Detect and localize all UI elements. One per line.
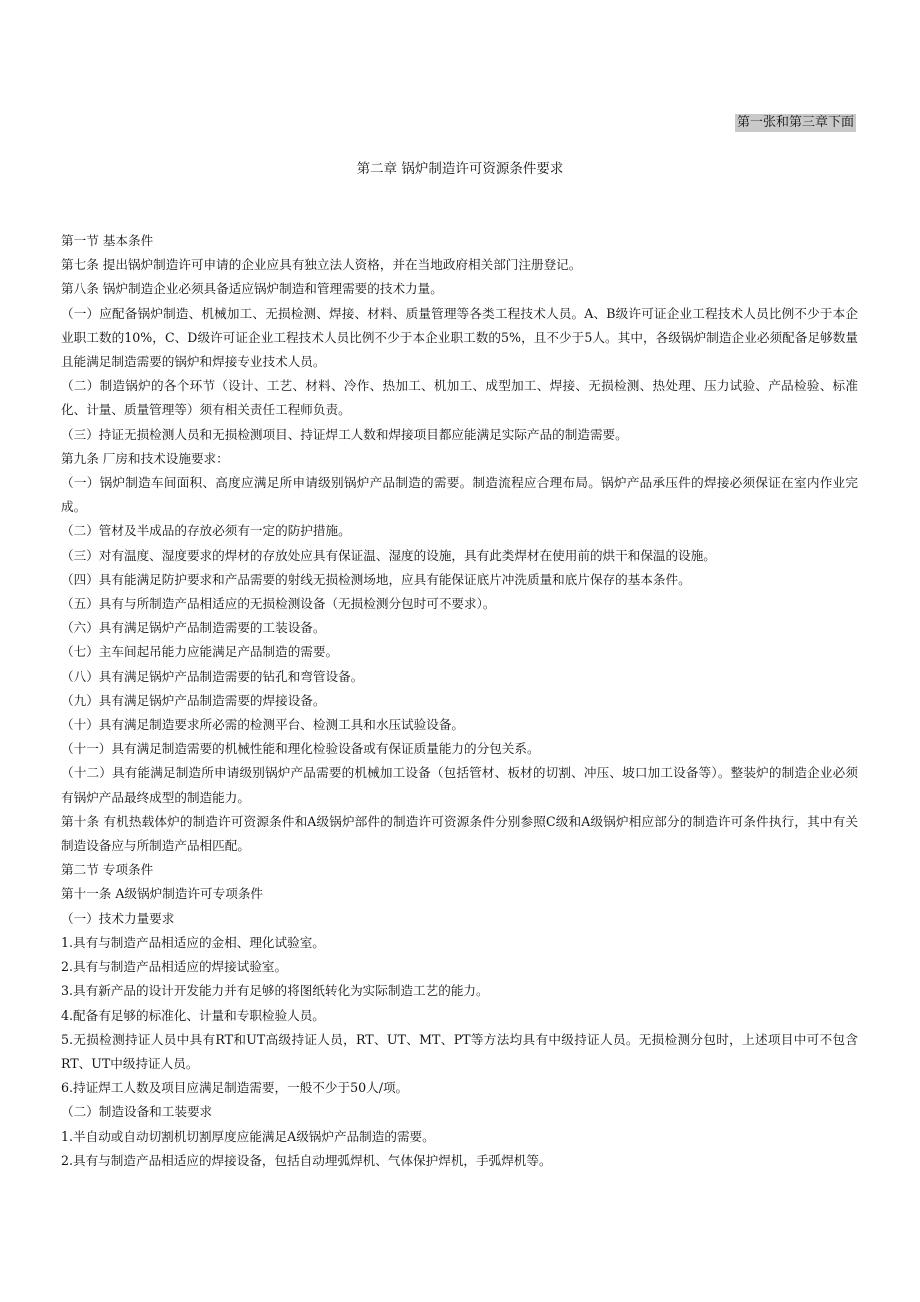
- paragraph: （八）具有满足锅炉产品制造需要的钻孔和弯管设备。: [61, 668, 364, 684]
- paragraph: 第八条 锅炉制造企业必须具备适应锅炉制造和管理需要的技术力量。: [61, 281, 443, 297]
- paragraph: 6.持证焊工人数及项目应满足制造需要，一般不少于50人/项。: [61, 1080, 409, 1096]
- paragraph: 第九条 厂房和技术设施要求：: [61, 450, 229, 466]
- paragraph: 第七条 提出锅炉制造许可申请的企业应具有独立法人资格，并在当地政府相关部门注册登记。: [61, 257, 582, 273]
- paragraph: （二）管材及半成品的存放必须有一定的防护措施。: [61, 523, 351, 539]
- paragraph: （七）主车间起吊能力应能满足产品制造的需要。: [61, 644, 339, 660]
- paragraph: （十一）具有满足制造需要的机械性能和理化检验设备或有保证质量能力的分包关系。: [61, 741, 540, 757]
- document-body: [61, 229, 858, 1173]
- paragraph: 1.半自动或自动切割机切割厚度应能满足A级锅炉产品制造的需要。: [61, 1128, 435, 1144]
- paragraph: 第二节 专项条件: [61, 862, 154, 878]
- paragraph: （一）应配备锅炉制造、机械加工、无损检测、焊接、材料、质量管理等各类工程技术人员。A、B级许可证企业工程技术人员比例不少于本企业职工数的10%，C、D级许可证企业工程技术人员比例不少于本企业职工数的5%，且不少于5人。其中，各级锅炉制造企业必须配备足够数量且能满足制造需要的锅炉和焊接专业技术人员。: [61, 305, 858, 370]
- paragraph: 3.具有新产品的设计开发能力并有足够的将图纸转化为实际制造工艺的能力。: [61, 983, 489, 999]
- paragraph: （二）制造锅炉的各个环节（设计、工艺、材料、冷作、热加工、机加工、成型加工、焊接、无损检测、热处理、压力试验、产品检验、标准化、计量、质量管理等）须有相关责任工程师负责。: [61, 378, 858, 418]
- paragraph: （一）锅炉制造车间面积、高度应满足所申请级别锅炉产品制造的需要。制造流程应合理布局。锅炉产品承压件的焊接必须保证在室内作业完成。: [61, 475, 858, 515]
- paragraph: 2.具有与制造产品相适应的焊接试验室。: [61, 959, 288, 975]
- paragraph: （三）持证无损检测人员和无损检测项目、持证焊工人数和焊接项目都应能满足实际产品的制造需要。: [61, 426, 628, 442]
- paragraph: 4.配备有足够的标准化、计量和专职检验人员。: [61, 1007, 325, 1023]
- paragraph: 第十条 有机热载体炉的制造许可资源条件和A级锅炉部件的制造许可资源条件分别参照C级和A级锅炉相应部分的制造许可条件执行，其中有关制造设备应与所制造产品相匹配。: [61, 813, 858, 854]
- paragraph: （十）具有满足制造要求所必需的检测平台、检测工具和水压试验设备。: [61, 717, 464, 733]
- paragraph: （三）对有温度、湿度要求的焊材的存放处应具有保证温、湿度的设施，具有此类焊材在使用前的烘干和保温的设施。: [61, 547, 716, 563]
- paragraph: 2.具有与制造产品相适应的焊接设备，包括自动埋弧焊机、气体保护焊机，手弧焊机等。: [61, 1152, 552, 1168]
- paragraph: （九）具有满足锅炉产品制造需要的焊接设备。: [61, 692, 326, 708]
- paragraph: 5.无损检测持证人员中具有RT和UT高级持证人员，RT、UT、MT、PT等方法均具有中级持证人员。无损检测分包时，上述项目中可不包含RT、UT中级持证人员。: [61, 1031, 858, 1071]
- paragraph: （四）具有能满足防护要求和产品需要的射线无损检测场地，应具有能保证底片冲洗质量和底片保存的基本条件。: [61, 571, 691, 587]
- paragraph: 1.具有与制造产品相适应的金相、理化试验室。: [61, 934, 325, 950]
- paragraph: （二）制造设备和工装要求: [61, 1104, 213, 1120]
- paragraph: （一）技术力量要求: [61, 910, 175, 926]
- paragraph: （六）具有满足锅炉产品制造需要的工装设备。: [61, 620, 326, 636]
- paragraph: 第十一条 A级锅炉制造许可专项条件: [61, 886, 264, 902]
- paragraph: （五）具有与所制造产品相适应的无损检测设备（无损检测分包时可不要求）。: [61, 596, 496, 612]
- highlighted-note: 第一张和第三章下面: [736, 115, 854, 130]
- paragraph: 第一节 基本条件: [61, 233, 154, 248]
- chapter-title: 第二章 锅炉制造许可资源条件要求: [356, 161, 564, 177]
- paragraph: （十二）具有能满足制造所申请级别锅炉产品需要的机械加工设备（包括管材、板材的切割、冲压、坡口加工设备等）。整装炉的制造企业必须有锅炉产品最终成型的制造能力。: [61, 765, 858, 805]
